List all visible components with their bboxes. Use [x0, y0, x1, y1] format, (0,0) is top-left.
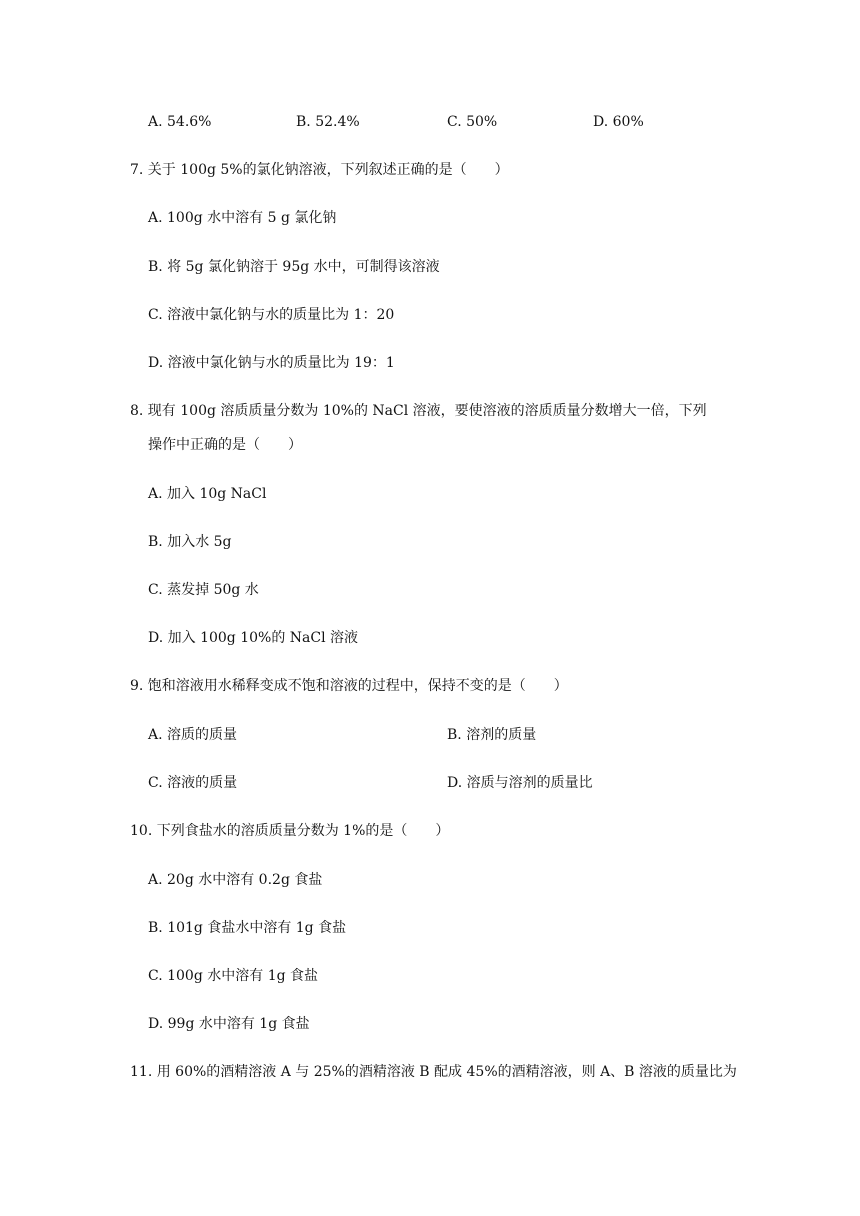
- q8-stem-line-2: 操作中正确的是（ ）: [148, 437, 302, 453]
- q10-stem: 10. 下列食盐水的溶质质量分数为 1%的是（ ）: [130, 823, 450, 839]
- q8-option-b: B. 加入水 5g: [148, 534, 232, 550]
- q8-option-c: C. 蒸发掉 50g 水: [148, 582, 259, 598]
- q9-option-b: B. 溶剂的质量: [447, 727, 537, 743]
- q6-option-b: B. 52.4%: [296, 114, 360, 130]
- q11-stem: 11. 用 60%的酒精溶液 A 与 25%的酒精溶液 B 配成 45%的酒精溶液，则 A、B 溶液的质量比为: [130, 1064, 737, 1080]
- q8-option-a: A. 加入 10g NaCl: [148, 486, 267, 502]
- q7-option-b: B. 将 5g 氯化钠溶于 95g 水中，可制得该溶液: [148, 259, 440, 275]
- q9-option-a: A. 溶质的质量: [148, 727, 238, 743]
- q6-option-c: C. 50%: [447, 114, 498, 130]
- q7-stem: 7. 关于 100g 5%的氯化钠溶液，下列叙述正确的是（ ）: [130, 162, 509, 178]
- q6-option-d: D. 60%: [593, 114, 644, 130]
- q10-option-a: A. 20g 水中溶有 0.2g 食盐: [148, 872, 323, 888]
- q7-option-c: C. 溶液中氯化钠与水的质量比为 1：20: [148, 307, 395, 323]
- q7-option-a: A. 100g 水中溶有 5 g 氯化钠: [148, 210, 337, 226]
- q10-option-b: B. 101g 食盐水中溶有 1g 食盐: [148, 920, 347, 936]
- q6-option-a: A. 54.6%: [148, 114, 212, 130]
- q10-option-d: D. 99g 水中溶有 1g 食盐: [148, 1016, 310, 1032]
- q9-option-d: D. 溶质与溶剂的质量比: [447, 775, 593, 791]
- q9-option-c: C. 溶液的质量: [148, 775, 238, 791]
- q7-option-d: D. 溶液中氯化钠与水的质量比为 19：1: [148, 355, 395, 371]
- q10-option-c: C. 100g 水中溶有 1g 食盐: [148, 968, 319, 984]
- q8-option-d: D. 加入 100g 10%的 NaCl 溶液: [148, 630, 359, 646]
- q9-stem: 9. 饱和溶液用水稀释变成不饱和溶液的过程中，保持不变的是（ ）: [130, 678, 568, 694]
- q8-stem-line-1: 8. 现有 100g 溶质质量分数为 10%的 NaCl 溶液，要使溶液的溶质质量分数增大一倍，下列: [130, 403, 707, 419]
